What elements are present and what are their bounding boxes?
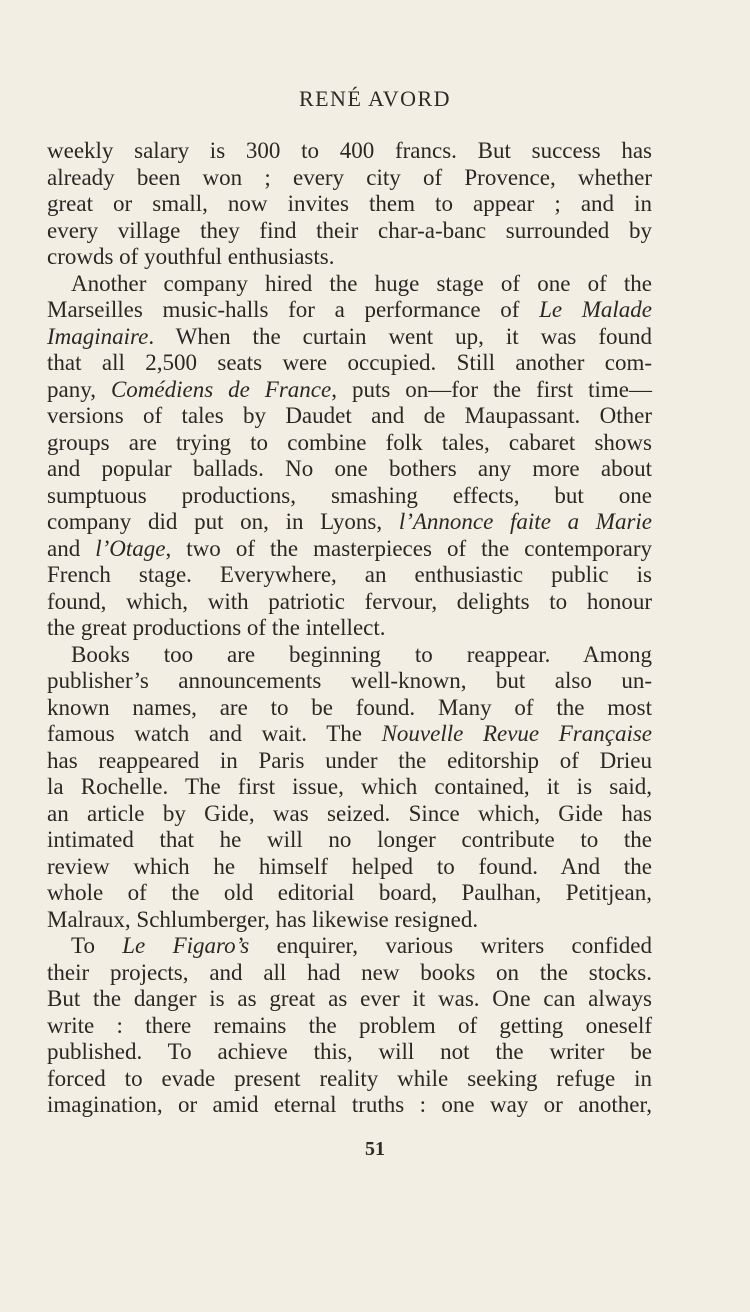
text-segment: sumptuous productions, smashing effects, but one xyxy=(47,482,652,508)
text-line xyxy=(47,589,652,616)
italic-title: Imaginaire xyxy=(47,323,149,349)
text-line xyxy=(47,483,652,510)
text-segment: that all 2,500 seats were occupied. Still another com- xyxy=(47,350,652,375)
text-segment: weekly salary is 300 to 400 francs. But success has xyxy=(47,138,652,163)
italic-title: l’Otage xyxy=(95,535,166,561)
text-segment: published. To achieve this, will not the writer be xyxy=(47,1039,652,1064)
text-line xyxy=(47,801,652,828)
text-line xyxy=(47,1066,652,1093)
text-segment: forced to evade present reality while seeking refuge in xyxy=(47,1065,652,1091)
text-line xyxy=(47,1013,652,1040)
text-line xyxy=(47,986,652,1013)
text-segment: French stage. Everywhere, an enthusiastic public is xyxy=(47,562,652,587)
text-segment: their projects, and all had new books on the stocks. xyxy=(47,959,652,985)
text-line xyxy=(47,933,652,960)
text-segment: imagination, or amid eternal truths : one way or another, xyxy=(47,1092,652,1117)
text-line xyxy=(47,456,652,483)
text-line xyxy=(47,271,652,298)
text-segment: groups are trying to combine folk tales, cabaret shows xyxy=(47,429,652,455)
text-line xyxy=(47,191,652,218)
text-segment: enquirer, various writers confided xyxy=(249,933,653,958)
text-segment: la Rochelle. The first issue, which contained, it is said, xyxy=(47,774,652,799)
text-segment: publisher’s announcements well-known, but also un- xyxy=(47,668,652,693)
text-segment: found, which, with patriotic fervour, delights to honour xyxy=(47,588,652,614)
body-text xyxy=(47,138,652,1119)
text-segment: an article by Gide, was seized. Since which, Gide has xyxy=(47,800,652,826)
text-segment: review which he himself helped to found. And the xyxy=(47,853,652,879)
text-segment: company did put on, in Lyons, xyxy=(47,509,399,534)
text-segment: Malraux, Schlumberger, has likewise resigned. xyxy=(47,906,479,932)
text-segment: and popular ballads. No one bothers any more about xyxy=(47,456,652,481)
text-segment: . When the curtain went up, it was found xyxy=(148,323,652,349)
text-segment: known names, are to be found. Many of the most xyxy=(47,694,652,720)
text-line xyxy=(47,218,652,245)
text-line xyxy=(47,1092,652,1119)
text-line xyxy=(47,695,652,722)
italic-title: Nouvelle Revue Française xyxy=(381,721,652,746)
text-line xyxy=(47,138,652,165)
text-segment: great or small, now invites them to appear ; and in xyxy=(47,191,652,216)
text-segment: Another company hired the huge stage of one of the xyxy=(71,270,652,296)
text-line xyxy=(47,721,652,748)
text-segment: famous watch and wait. The xyxy=(47,721,382,746)
text-line xyxy=(47,350,652,377)
italic-title: Le Figaro’s xyxy=(122,933,250,958)
text-line xyxy=(47,377,652,404)
text-segment: and xyxy=(47,535,96,561)
text-segment: But the danger is as great as ever it was. One can always xyxy=(47,986,652,1011)
text-line xyxy=(47,668,652,695)
text-line xyxy=(47,509,652,536)
text-segment: whole of the old editorial board, Paulhan, Petitjean, xyxy=(47,880,652,905)
text-segment: crowds of youthful enthusiasts. xyxy=(47,244,335,269)
text-segment: already been won ; every city of Provence, whether xyxy=(47,164,652,190)
text-segment: every village they find their char-a-banc surrounded by xyxy=(47,217,652,243)
text-segment: Marseilles music-halls for a performance of xyxy=(47,297,540,322)
text-segment: write : there remains the problem of getting oneself xyxy=(47,1012,652,1038)
page-number: 51 xyxy=(365,1138,385,1160)
text-line xyxy=(47,642,652,669)
text-line xyxy=(47,562,652,589)
text-segment: versions of tales by Daudet and de Maupassant. Other xyxy=(47,403,652,428)
text-segment: Books too are beginning to reappear. Among xyxy=(71,641,652,667)
text-segment: the great productions of the intellect. xyxy=(47,615,386,640)
italic-title: Le Malade xyxy=(539,297,652,322)
text-line xyxy=(47,430,652,457)
text-line xyxy=(47,854,652,881)
text-segment: To xyxy=(71,933,123,958)
text-line xyxy=(47,297,652,324)
text-line xyxy=(47,827,652,854)
text-segment: intimated that he will no longer contribute to the xyxy=(47,827,652,852)
text-line xyxy=(47,1039,652,1066)
text-line xyxy=(47,880,652,907)
italic-title: Comédiens de France xyxy=(110,376,332,402)
text-line xyxy=(47,536,652,563)
text-line xyxy=(47,774,652,801)
running-head: RENÉ AVORD xyxy=(298,86,452,111)
text-segment: , puts on—for the first time— xyxy=(331,376,652,402)
text-line xyxy=(47,165,652,192)
text-segment: , two of the masterpieces of the contemporary xyxy=(165,535,652,561)
text-segment: pany, xyxy=(47,376,111,402)
text-line xyxy=(47,960,652,987)
text-line xyxy=(47,748,652,775)
italic-title: l’Annonce faite a Marie xyxy=(398,509,652,534)
text-line xyxy=(47,615,652,642)
text-line xyxy=(47,324,652,351)
text-segment: has reappeared in Paris under the editorship of Drieu xyxy=(47,747,652,773)
text-line xyxy=(47,907,652,934)
text-line xyxy=(47,403,652,430)
text-line xyxy=(47,244,652,271)
